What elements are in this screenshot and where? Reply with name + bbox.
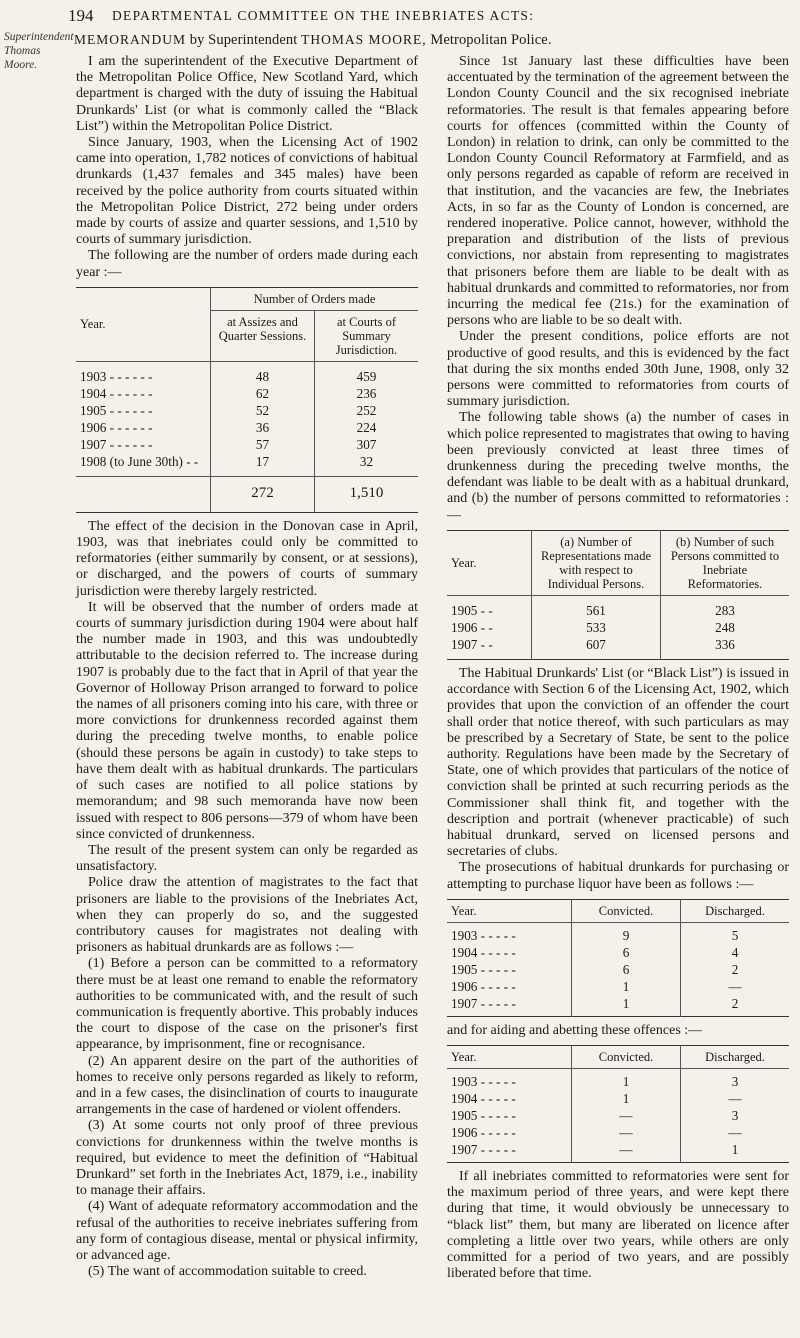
cell-value: 1 (572, 1068, 681, 1090)
col-header-assizes: at Assizes and Quarter Sessions. (211, 310, 315, 361)
table-row (447, 978, 789, 995)
cell-value: 4 (681, 944, 790, 961)
cell-value: 561 (532, 595, 661, 619)
cell-value: 48 (211, 361, 315, 385)
total-row (76, 476, 418, 512)
cell-value: 52 (211, 402, 315, 419)
cell-value: 1 (572, 995, 681, 1017)
cell-value: 32 (315, 453, 419, 477)
table-row (76, 361, 418, 385)
col-header-convicted: Convicted. (572, 1045, 681, 1068)
table-row (76, 402, 418, 419)
col-header-year: Year. (447, 1045, 572, 1068)
cell-value: 17 (211, 453, 315, 477)
paragraph: The effect of the decision in the Donovan case in April, 1903, was that inebriates could only be committed to reformatories (either summarily by consent, or at sessions), or discharged, and the powers of courts of summary jurisdiction were thereby largely restricted. (76, 518, 418, 599)
col-header-year: Year. (447, 530, 532, 595)
memo-title (74, 32, 794, 49)
representations-table (447, 530, 789, 660)
col-header-summary: at Courts of Summary Jurisdiction. (315, 310, 419, 361)
cell-value: 1 (681, 1141, 790, 1163)
cell-value: 62 (211, 385, 315, 402)
list-item: (1) Before a person can be committed to a reformatory there must be at least one remand to enable the reformatory authorities to be communicated with, and the result of such communication is frequently abortive. This probably induces the court to dispose of the case on the prisoner's first appearance, by imprisonment, fine or recognisance. (76, 956, 418, 1053)
page-number: 194 (68, 6, 94, 25)
total-assizes: 272 (211, 476, 315, 512)
list-item: (2) An apparent desire on the part of the authorities of homes to receive only persons regarded as likely to reform, and in a few cases, the disinclination of courts to inaugurate arrangements in the case of hardened or violent offenders. (76, 1053, 418, 1118)
table-row (447, 1141, 789, 1163)
cell-value: 3 (681, 1068, 790, 1090)
cell-value: 252 (315, 402, 419, 419)
table-row (76, 453, 418, 477)
table-row (447, 961, 789, 978)
paragraph: and for aiding and abetting these offences :— (447, 1022, 703, 1038)
orders-table (76, 287, 418, 513)
total-summary: 1,510 (315, 476, 419, 512)
paragraph: I am the superintendent of the Executive Department of the Metropolitan Police Office, New Scotland Yard, which department is charged with the duty of issuing the Habitual Drunkards' List (or what is commonly called the “Black List”) within the Metropolitan Police District. (76, 54, 418, 134)
paragraph: If all inebriates committed to reformatories were sent for the maximum period of three years, and were kept there during that time, it would obviously be unnecessary to “black list” them, but many are liberated on licence after completing a little over two years, while others are only committed for a period of two years, and are possibly liberated before that time. (447, 1168, 789, 1282)
cell-value: 459 (315, 361, 419, 385)
cell-year: 1905 - - - - - (451, 961, 516, 977)
cell-value: 307 (315, 436, 419, 453)
paragraph: The following are the number of orders made during each year :— (76, 248, 418, 280)
table-row (76, 419, 418, 436)
list-item: (5) The want of accommodation suitable to creed. (88, 1264, 367, 1280)
cell-value: 57 (211, 436, 315, 453)
cell-value: 248 (661, 619, 790, 636)
col-header-representations: (a) Number of Representations made with respect to Individual Persons. (532, 530, 661, 595)
cell-value: 1 (572, 978, 681, 995)
cell-year: 1904 - - - - - (451, 1090, 516, 1106)
cell-value: 6 (572, 961, 681, 978)
paragraph: Under the present conditions, police efforts are not productive of good results, and this is evidenced by the fact that during the six months ended 30th June, 1908, only 32 persons were committed to reformatories from courts of summary jurisdiction. (447, 329, 789, 410)
paragraph: Since January, 1903, when the Licensing Act of 1902 came into operation, 1,782 notices of convictions of habitual drunkards (1,437 females and 345 males) have been received by the police authority from courts situated within the Metropolitan Police District, 272 being under orders made by courts of assize and quarter sessions, and 1,510 by courts of summary jurisdiction. (76, 135, 418, 248)
cell-value: 1 (572, 1090, 681, 1107)
cell-year: 1906 - - - - - (451, 1124, 516, 1140)
cell-year: 1907 - - - - - (451, 995, 516, 1011)
group-header: Number of Orders made (211, 287, 419, 310)
left-column (76, 54, 418, 1280)
paragraph: Since 1st January last these difficulties have been accentuated by the termination of the agreement between the London County Council and the six recognised inebriate reformatories. The result is that females appearing before courts for offences (committed within the County of London) in relation to drink, can only be committed to the London County Council Reformatory at Farmfield, and as only persons regarded as capable of reform are received in that institution, and the vacancies are few, the Inebriates Acts, in so far as the County of London is concerned, are rendered inoperative. Police cannot, however, withhold the preparation and distribution of the lists of previous convictions, nor abstain from representing to magistrates that prisoners before them are liable to be dealt with as habitual drunkards and committed to reformatories, nor from incurring the medical fee (21s.) for the examination of persons who are liable to be so dealt with. (447, 54, 789, 329)
paragraph: It will be observed that the number of orders made at courts of summary jurisdiction during 1904 were about half the number made in 1903, and this was undoubtedly attributable to the decision referred to. The increase during 1907 is probably due to the fact that in April of that year the Governor of Holloway Prison arranged to forward to police the names of all prisoners coming into his care, with three or more convictions for drunkenness recorded against them during the preceding twelve months, to enable police (should these persons be again in custody) to take steps to have them dealt with as habitual drunkards. The particulars of such cases are notified to all police stations by memorandum; and 98 such memoranda have now been issued with respect to 806 persons—379 of whom have been since convicted of drunkenness. (76, 599, 418, 842)
cell-value: — (572, 1107, 681, 1124)
cell-value: 336 (661, 636, 790, 660)
table-row (447, 922, 789, 944)
cell-year: 1903 - - - - - (451, 927, 516, 943)
cell-value: 224 (315, 419, 419, 436)
cell-year: 1907 - - - - - (451, 1141, 516, 1157)
cell-value: 236 (315, 385, 419, 402)
paragraph: The prosecutions of habitual drunkards for purchasing or attempting to purchase liquor have been as follows :— (447, 860, 789, 892)
cell-value: 9 (572, 922, 681, 944)
col-header-year: Year. (76, 287, 211, 361)
cell-value: 36 (211, 419, 315, 436)
cell-value: 2 (681, 961, 790, 978)
cell-value: 2 (681, 995, 790, 1017)
memo-title-name: THOMAS MOORE, (301, 32, 427, 47)
cell-value: 533 (532, 619, 661, 636)
aiding-abetting-table (447, 1045, 789, 1163)
cell-value: 3 (681, 1107, 790, 1124)
cell-value: — (681, 978, 790, 995)
paragraph: Police draw the attention of magistrates to the fact that prisoners are liable to the provisions of the Inebriates Act, when they can properly do so, and the suggested contributory causes for magistrates not dealing with prisoners as habitual drunkards are as follows :— (76, 875, 418, 956)
right-column (447, 54, 789, 1282)
prosecutions-table (447, 899, 789, 1017)
cell-year: 1907 - - (451, 636, 493, 652)
memo-title-prefix: MEMORANDUM (74, 32, 187, 47)
col-header-discharged: Discharged. (681, 1045, 790, 1068)
cell-year: 1905 - - (451, 602, 493, 618)
cell-year: 1904 - - - - - (451, 944, 516, 960)
table-row (447, 636, 789, 660)
table-row (447, 995, 789, 1017)
cell-value: — (681, 1124, 790, 1141)
paragraph: The result of the present system can only be regarded as unsatisfactory. (76, 842, 418, 875)
cell-value: 607 (532, 636, 661, 660)
cell-value: 5 (681, 922, 790, 944)
table-row (447, 1090, 789, 1107)
cell-year: 1903 - - - - - (451, 1073, 516, 1089)
table-row (76, 436, 418, 453)
cell-year: 1905 - - - - - (451, 1107, 516, 1123)
table-row (447, 1124, 789, 1141)
cell-year: 1906 - - (451, 619, 493, 635)
table-row (76, 385, 418, 402)
running-head: DEPARTMENTAL COMMITTEE ON THE INEBRIATES ACTS: (112, 8, 535, 23)
cell-value: 283 (661, 595, 790, 619)
list-item: (4) Want of adequate reformatory accommodation and the refusal of the authorities to receive inebriates suffering from any form of contagious disease, mental or physical infirmity, or advanced age. (76, 1199, 418, 1263)
memo-title-by: by Superintendent (189, 32, 298, 48)
col-header-year: Year. (447, 899, 572, 922)
cell-year: 1906 - - - - - - (80, 419, 153, 435)
cell-year: 1906 - - - - - (451, 978, 516, 994)
cell-value: — (572, 1124, 681, 1141)
cell-year: 1908 (to June 30th) - - (80, 453, 199, 469)
cell-year: 1904 - - - - - - (80, 385, 153, 401)
cell-value: — (681, 1090, 790, 1107)
list-item: (3) At some courts not only proof of three previous convictions for drunkenness within the twelve months is required, but evidence to meet the definition of “Habitual Drunkard” set forth in the Inebriates Act, 1879, i.e., inability to manage their affairs. (76, 1118, 418, 1199)
col-header-discharged: Discharged. (681, 899, 790, 922)
table-row (447, 944, 789, 961)
cell-year: 1905 - - - - - - (80, 402, 153, 418)
table-row (447, 619, 789, 636)
cell-year: 1903 - - - - - - (80, 368, 153, 384)
cell-value: — (572, 1141, 681, 1163)
table-row (447, 1068, 789, 1090)
table-row (447, 1107, 789, 1124)
memo-title-suffix: Metropolitan Police. (430, 32, 552, 48)
col-header-committed: (b) Number of such Persons committed to Inebriate Reformatories. (661, 530, 790, 595)
paragraph: The following table shows (a) the number of cases in which police represented to magistrates that owing to having been previously convicted at least three times of drunkenness during the preceding twelve months, the defendant was liable to be dealt with as a habitual drunkard, and (b) the number of persons committed to reformatories :— (447, 410, 789, 523)
cell-value: 6 (572, 944, 681, 961)
cell-year: 1907 - - - - - - (80, 436, 153, 452)
paragraph: The Habitual Drunkards' List (or “Black List”) is issued in accordance with Section 6 of the Licensing Act, 1902, which provides that upon the conviction of an offender the court shall order that notice thereof, with such particulars as may be prescribed by a Secretary of State, be sent to the police authority. Regulations have been made by the Secretary of State, one of which provides that particulars of the notice of conviction shall be printed at such recurring periods as the Commissioner shall think fit, and together with the description and portrait (whenever practicable) of such habitual drunkard, served on licensed persons and secretaries of clubs. (447, 665, 789, 860)
col-header-convicted: Convicted. (572, 899, 681, 922)
margin-note: Superintendent Thomas Moore. (4, 31, 74, 71)
table-row (447, 595, 789, 619)
